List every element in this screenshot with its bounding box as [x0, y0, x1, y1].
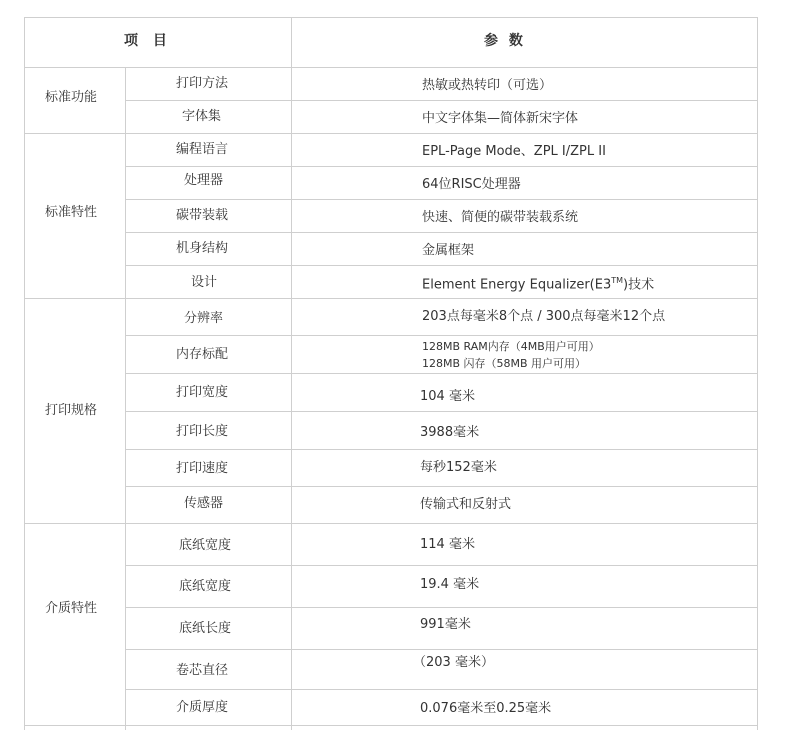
row-value: 19.4 毫米: [420, 577, 480, 592]
group-label: 介质特性: [45, 601, 98, 616]
row-value-part: )技术: [623, 277, 655, 293]
group-divider: [24, 725, 758, 726]
header-item: 项 目: [124, 33, 167, 49]
row-value: 金属框架: [422, 243, 475, 258]
table-border-top: [24, 17, 758, 18]
row-divider: [125, 265, 758, 266]
row-name: 编程语言: [176, 142, 229, 157]
row-value-design: [422, 277, 654, 291]
header-param: 参 数: [484, 33, 523, 49]
trademark-superscript: TM: [611, 276, 624, 285]
row-value: 104 毫米: [420, 389, 475, 404]
row-value: 64位RISC处理器: [422, 177, 521, 192]
row-value: （203 毫米）: [413, 655, 494, 670]
row-value-line: 128MB RAM内存（4MB用户可用）: [422, 340, 600, 353]
row-name: 分辨率: [184, 311, 224, 326]
row-name: 打印长度: [176, 424, 229, 439]
row-value: 203点每毫米8个点 / 300点每毫米12个点: [422, 309, 666, 324]
row-name: 底纸长度: [179, 621, 232, 636]
row-name: 打印速度: [176, 461, 229, 476]
row-name: 设计: [191, 275, 218, 290]
row-name: 传感器: [184, 496, 224, 511]
row-name: 机身结构: [176, 241, 229, 256]
row-value: 3988毫米: [420, 425, 480, 440]
row-divider: [125, 232, 758, 233]
row-value: 0.076毫米至0.25毫米: [420, 701, 552, 716]
row-divider: [125, 411, 758, 412]
row-value: EPL-Page Mode、ZPL I/ZPL II: [422, 144, 606, 159]
group-divider: [24, 298, 758, 299]
row-divider: [125, 607, 758, 608]
row-name: 卷芯直径: [176, 663, 229, 678]
row-name: 介质厚度: [176, 700, 229, 715]
row-divider: [125, 649, 758, 650]
row-divider: [125, 689, 758, 690]
group-divider: [24, 133, 758, 134]
row-divider: [125, 486, 758, 487]
row-name: 底纸宽度: [179, 538, 232, 553]
row-value-part: Element Energy Equalizer(E3: [422, 277, 612, 293]
row-name: 字体集: [182, 109, 222, 124]
row-value: 114 毫米: [420, 537, 475, 552]
row-divider: [125, 373, 758, 374]
row-value: 传输式和反射式: [420, 497, 512, 512]
row-divider: [125, 100, 758, 101]
row-divider: [125, 166, 758, 167]
row-value: 快速、简便的碳带装载系统: [422, 210, 579, 225]
row-divider: [125, 449, 758, 450]
group-label: 打印规格: [45, 403, 98, 418]
row-divider: [125, 335, 758, 336]
row-value: 热敏或热转印（可选）: [422, 78, 553, 93]
row-divider: [125, 199, 758, 200]
table-border-left: [24, 17, 25, 730]
header-divider: [24, 67, 758, 68]
row-name: 底纸宽度: [179, 579, 232, 594]
row-name: 碳带装载: [176, 208, 229, 223]
group-divider: [24, 523, 758, 524]
row-name: 打印方法: [176, 76, 229, 91]
row-name: 处理器: [184, 173, 224, 188]
row-name: 打印宽度: [176, 385, 229, 400]
row-value: 每秒152毫米: [420, 460, 497, 475]
row-value: 中文字体集—简体新宋字体: [422, 111, 579, 126]
row-value-line: 128MB 闪存（58MB 用户可用）: [422, 357, 587, 370]
group-label: 标准特性: [45, 205, 98, 220]
row-divider: [125, 565, 758, 566]
row-value: 991毫米: [420, 617, 471, 632]
group-label: 标准功能: [45, 90, 98, 105]
row-name: 内存标配: [176, 347, 229, 362]
